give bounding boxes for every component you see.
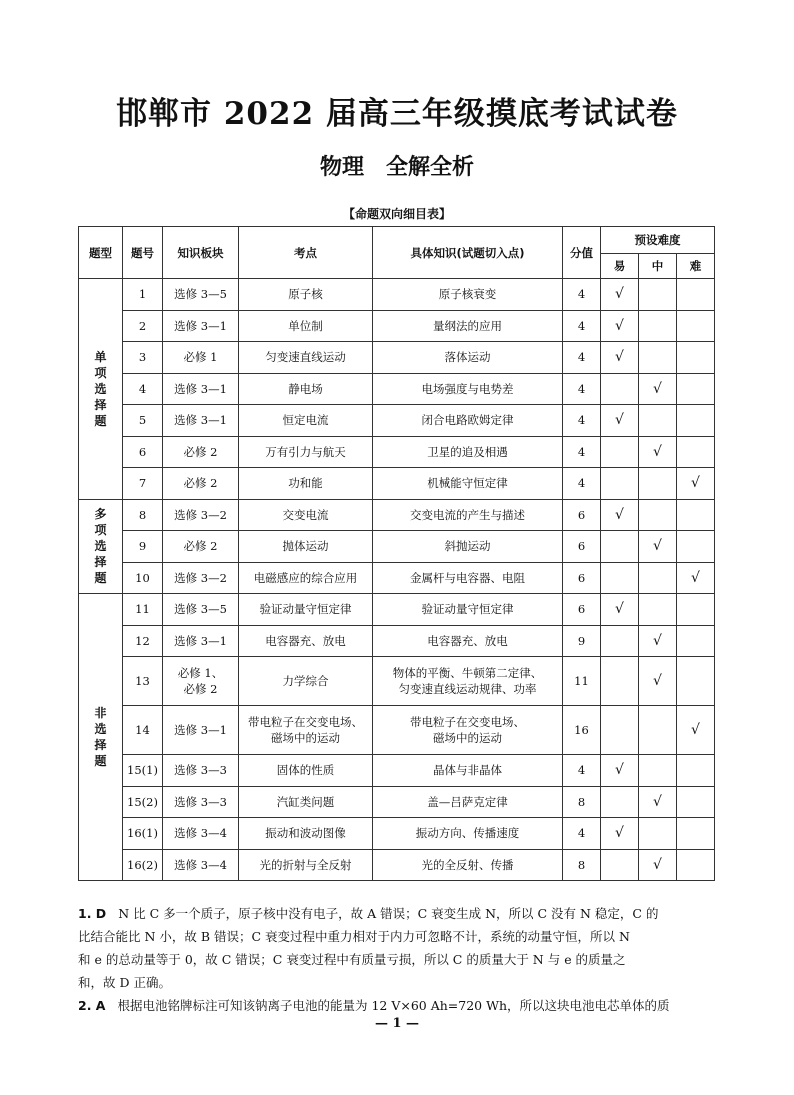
page-subtitle: 物理 全解全析 bbox=[319, 154, 474, 180]
cell-difficulty-easy bbox=[601, 405, 639, 437]
row-group-type: 单项选择题 bbox=[79, 279, 123, 500]
cell-num: 16(2) bbox=[123, 849, 163, 881]
cell-num: 10 bbox=[123, 562, 163, 594]
cell-module: 选修 3—1 bbox=[163, 310, 239, 342]
cell-score: 8 bbox=[563, 849, 601, 881]
cell-score: 4 bbox=[563, 436, 601, 468]
table-row bbox=[79, 849, 715, 881]
cell-knowledge: 带电粒子在交变电场、 磁场中的运动 bbox=[373, 706, 563, 755]
cell-difficulty-hard bbox=[677, 657, 715, 706]
cell-difficulty-easy bbox=[601, 594, 639, 626]
cell-difficulty-hard bbox=[677, 594, 715, 626]
cell-knowledge: 原子核衰变 bbox=[373, 279, 563, 311]
cell-point: 抛体运动 bbox=[239, 531, 373, 563]
table-row bbox=[79, 594, 715, 626]
cell-difficulty-hard bbox=[677, 310, 715, 342]
cell-point: 带电粒子在交变电场、 磁场中的运动 bbox=[239, 706, 373, 755]
cell-module: 选修 3—4 bbox=[163, 818, 239, 850]
cell-module: 选修 3—5 bbox=[163, 594, 239, 626]
cell-score: 4 bbox=[563, 468, 601, 500]
cell-difficulty-medium bbox=[639, 531, 677, 563]
cell-point: 功和能 bbox=[239, 468, 373, 500]
cell-difficulty-easy bbox=[601, 849, 639, 881]
row-group-type: 多项选择题 bbox=[79, 499, 123, 594]
answer-1-line-2: 比结合能比 N 小，故 B 错误；C 衰变过程中重力相对于内力可忽略不计，系统的动量守恒，所以 N bbox=[78, 929, 630, 944]
header-knowledge: 具体知识(试题切入点) bbox=[373, 227, 563, 279]
cell-knowledge: 闭合电路欧姆定律 bbox=[373, 405, 563, 437]
cell-difficulty-hard bbox=[677, 405, 715, 437]
cell-point: 振动和波动图像 bbox=[239, 818, 373, 850]
cell-num: 14 bbox=[123, 706, 163, 755]
cell-point: 交变电流 bbox=[239, 499, 373, 531]
cell-difficulty-hard bbox=[677, 755, 715, 787]
cell-score: 16 bbox=[563, 706, 601, 755]
cell-score: 6 bbox=[563, 531, 601, 563]
cell-difficulty-hard bbox=[677, 706, 715, 755]
header-difficulty: 预设难度 bbox=[601, 227, 715, 254]
cell-difficulty-easy bbox=[601, 342, 639, 374]
cell-point: 力学综合 bbox=[239, 657, 373, 706]
table-row bbox=[79, 436, 715, 468]
cell-difficulty-easy bbox=[601, 468, 639, 500]
cell-point: 原子核 bbox=[239, 279, 373, 311]
cell-score: 4 bbox=[563, 755, 601, 787]
cell-module: 必修 1、 必修 2 bbox=[163, 657, 239, 706]
cell-knowledge: 验证动量守恒定律 bbox=[373, 594, 563, 626]
table-row bbox=[79, 531, 715, 563]
header-num: 题号 bbox=[123, 227, 163, 279]
cell-module: 选修 3—3 bbox=[163, 755, 239, 787]
cell-module: 必修 2 bbox=[163, 468, 239, 500]
cell-score: 6 bbox=[563, 562, 601, 594]
cell-num: 15(1) bbox=[123, 755, 163, 787]
header-point: 考点 bbox=[239, 227, 373, 279]
check-mark-icon: √ bbox=[615, 286, 624, 303]
cell-difficulty-hard bbox=[677, 849, 715, 881]
answer-section bbox=[78, 902, 718, 1017]
cell-score: 9 bbox=[563, 625, 601, 657]
check-mark-icon: √ bbox=[653, 443, 662, 460]
table-row bbox=[79, 310, 715, 342]
answer-2-line-1: 2. A 根据电池铭牌标注可知该钠离子电池的能量为 12 V×60 Ah=720 Wh，所以这块电池电芯单体的质 bbox=[78, 998, 670, 1013]
table-row bbox=[79, 657, 715, 706]
check-mark-icon: √ bbox=[615, 317, 624, 334]
table-row bbox=[79, 468, 715, 500]
check-mark-icon: √ bbox=[653, 673, 662, 689]
cell-knowledge: 斜抛运动 bbox=[373, 531, 563, 563]
cell-module: 选修 3—2 bbox=[163, 562, 239, 594]
cell-difficulty-hard bbox=[677, 342, 715, 374]
cell-point: 万有引力与航天 bbox=[239, 436, 373, 468]
header-type: 题型 bbox=[79, 227, 123, 279]
table-row bbox=[79, 405, 715, 437]
cell-difficulty-easy bbox=[601, 373, 639, 405]
cell-num: 11 bbox=[123, 594, 163, 626]
cell-num: 16(1) bbox=[123, 818, 163, 850]
cell-knowledge: 电场强度与电势差 bbox=[373, 373, 563, 405]
cell-difficulty-medium bbox=[639, 373, 677, 405]
table-row bbox=[79, 562, 715, 594]
cell-score: 4 bbox=[563, 310, 601, 342]
header-module: 知识板块 bbox=[163, 227, 239, 279]
check-mark-icon: √ bbox=[691, 722, 700, 738]
table-row bbox=[79, 279, 715, 311]
cell-num: 15(2) bbox=[123, 786, 163, 818]
table-row bbox=[79, 755, 715, 787]
check-mark-icon: √ bbox=[653, 632, 662, 649]
table-caption: 【命题双向细目表】 bbox=[342, 207, 451, 221]
cell-num: 12 bbox=[123, 625, 163, 657]
cell-difficulty-easy bbox=[601, 531, 639, 563]
cell-difficulty-medium bbox=[639, 468, 677, 500]
cell-difficulty-medium bbox=[639, 342, 677, 374]
cell-difficulty-easy bbox=[601, 279, 639, 311]
cell-score: 4 bbox=[563, 405, 601, 437]
check-mark-icon: √ bbox=[691, 569, 700, 586]
cell-difficulty-easy bbox=[601, 755, 639, 787]
cell-knowledge: 晶体与非晶体 bbox=[373, 755, 563, 787]
cell-difficulty-medium bbox=[639, 499, 677, 531]
page-title: 邯郸市 2022 届高三年级摸底考试试卷 bbox=[116, 96, 678, 132]
cell-num: 5 bbox=[123, 405, 163, 437]
cell-knowledge: 量纲法的应用 bbox=[373, 310, 563, 342]
answer-1-line-4: 和，故 D 正确。 bbox=[78, 975, 171, 990]
cell-difficulty-medium bbox=[639, 310, 677, 342]
cell-difficulty-easy bbox=[601, 310, 639, 342]
cell-difficulty-hard bbox=[677, 436, 715, 468]
cell-module: 选修 3—5 bbox=[163, 279, 239, 311]
cell-difficulty-hard bbox=[677, 786, 715, 818]
check-mark-icon: √ bbox=[615, 601, 624, 618]
cell-point: 匀变速直线运动 bbox=[239, 342, 373, 374]
answer-1-label: 1. D bbox=[78, 906, 107, 921]
cell-difficulty-hard bbox=[677, 531, 715, 563]
cell-module: 选修 3—3 bbox=[163, 786, 239, 818]
cell-difficulty-easy bbox=[601, 499, 639, 531]
cell-num: 8 bbox=[123, 499, 163, 531]
cell-difficulty-easy bbox=[601, 436, 639, 468]
cell-module: 选修 3—1 bbox=[163, 373, 239, 405]
cell-module: 选修 3—1 bbox=[163, 405, 239, 437]
cell-point: 验证动量守恒定律 bbox=[239, 594, 373, 626]
check-mark-icon: √ bbox=[615, 506, 624, 523]
check-mark-icon: √ bbox=[615, 349, 624, 366]
cell-knowledge: 电容器充、放电 bbox=[373, 625, 563, 657]
cell-knowledge: 机械能守恒定律 bbox=[373, 468, 563, 500]
cell-module: 必修 1 bbox=[163, 342, 239, 374]
table-row bbox=[79, 818, 715, 850]
cell-point: 静电场 bbox=[239, 373, 373, 405]
check-mark-icon: √ bbox=[615, 412, 624, 429]
cell-num: 6 bbox=[123, 436, 163, 468]
cell-difficulty-hard bbox=[677, 625, 715, 657]
header-hard: 难 bbox=[677, 254, 715, 279]
check-mark-icon: √ bbox=[615, 825, 624, 842]
cell-point: 电磁感应的综合应用 bbox=[239, 562, 373, 594]
cell-score: 4 bbox=[563, 818, 601, 850]
header-score: 分值 bbox=[563, 227, 601, 279]
table-row bbox=[79, 786, 715, 818]
table-row bbox=[79, 625, 715, 657]
exam-spec-table bbox=[78, 226, 715, 881]
cell-num: 3 bbox=[123, 342, 163, 374]
cell-difficulty-medium bbox=[639, 279, 677, 311]
cell-difficulty-medium bbox=[639, 625, 677, 657]
cell-knowledge: 物体的平衡、牛顿第二定律、 匀变速直线运动规律、功率 bbox=[373, 657, 563, 706]
header-easy: 易 bbox=[601, 254, 639, 279]
cell-knowledge: 金属杆与电容器、电阻 bbox=[373, 562, 563, 594]
cell-point: 汽缸类问题 bbox=[239, 786, 373, 818]
cell-point: 恒定电流 bbox=[239, 405, 373, 437]
cell-module: 选修 3—1 bbox=[163, 625, 239, 657]
cell-score: 11 bbox=[563, 657, 601, 706]
cell-point: 光的折射与全反射 bbox=[239, 849, 373, 881]
cell-score: 4 bbox=[563, 342, 601, 374]
cell-score: 8 bbox=[563, 786, 601, 818]
cell-score: 6 bbox=[563, 594, 601, 626]
answer-1-line-3: 和 e 的总动量等于 0，故 C 错误；C 衰变过程中有质量亏损，所以 C 的质量大于 N 与 e 的质量之 bbox=[78, 952, 626, 967]
cell-knowledge: 卫星的追及相遇 bbox=[373, 436, 563, 468]
cell-knowledge: 光的全反射、传播 bbox=[373, 849, 563, 881]
cell-knowledge: 盖—吕萨克定律 bbox=[373, 786, 563, 818]
cell-num: 4 bbox=[123, 373, 163, 405]
cell-difficulty-hard bbox=[677, 562, 715, 594]
cell-difficulty-medium bbox=[639, 594, 677, 626]
cell-difficulty-easy bbox=[601, 657, 639, 706]
cell-point: 单位制 bbox=[239, 310, 373, 342]
table-row bbox=[79, 342, 715, 374]
cell-difficulty-hard bbox=[677, 499, 715, 531]
cell-difficulty-medium bbox=[639, 755, 677, 787]
cell-knowledge: 落体运动 bbox=[373, 342, 563, 374]
cell-difficulty-medium bbox=[639, 436, 677, 468]
cell-num: 7 bbox=[123, 468, 163, 500]
cell-difficulty-hard bbox=[677, 373, 715, 405]
check-mark-icon: √ bbox=[653, 380, 662, 397]
cell-num: 9 bbox=[123, 531, 163, 563]
cell-difficulty-medium bbox=[639, 849, 677, 881]
cell-knowledge: 交变电流的产生与描述 bbox=[373, 499, 563, 531]
cell-difficulty-hard bbox=[677, 279, 715, 311]
check-mark-icon: √ bbox=[691, 475, 700, 492]
cell-difficulty-hard bbox=[677, 818, 715, 850]
cell-module: 选修 3—1 bbox=[163, 706, 239, 755]
cell-difficulty-easy bbox=[601, 625, 639, 657]
row-group-type: 非选择题 bbox=[79, 594, 123, 881]
cell-num: 2 bbox=[123, 310, 163, 342]
cell-module: 必修 2 bbox=[163, 531, 239, 563]
table-row bbox=[79, 706, 715, 755]
cell-difficulty-medium bbox=[639, 657, 677, 706]
cell-score: 4 bbox=[563, 373, 601, 405]
page-number: — 1 — bbox=[374, 1016, 420, 1031]
cell-module: 选修 3—2 bbox=[163, 499, 239, 531]
cell-score: 6 bbox=[563, 499, 601, 531]
cell-difficulty-easy bbox=[601, 562, 639, 594]
cell-difficulty-medium bbox=[639, 786, 677, 818]
header-medium: 中 bbox=[639, 254, 677, 279]
answer-1-line-1: 1. D N 比 C 多一个质子，原子核中没有电子，故 A 错误；C 衰变生成 N，所以 C 没有 N 稳定，C 的 bbox=[78, 906, 659, 921]
check-mark-icon: √ bbox=[653, 793, 662, 810]
check-mark-icon: √ bbox=[615, 762, 624, 779]
cell-score: 4 bbox=[563, 279, 601, 311]
cell-point: 固体的性质 bbox=[239, 755, 373, 787]
check-mark-icon: √ bbox=[653, 856, 662, 873]
cell-difficulty-medium bbox=[639, 405, 677, 437]
table-row bbox=[79, 373, 715, 405]
cell-difficulty-medium bbox=[639, 562, 677, 594]
cell-difficulty-hard bbox=[677, 468, 715, 500]
cell-difficulty-easy bbox=[601, 706, 639, 755]
answer-2-label: 2. A bbox=[78, 998, 106, 1013]
cell-num: 1 bbox=[123, 279, 163, 311]
cell-point: 电容器充、放电 bbox=[239, 625, 373, 657]
cell-knowledge: 振动方向、传播速度 bbox=[373, 818, 563, 850]
cell-difficulty-medium bbox=[639, 818, 677, 850]
cell-module: 选修 3—4 bbox=[163, 849, 239, 881]
cell-difficulty-easy bbox=[601, 818, 639, 850]
cell-difficulty-easy bbox=[601, 786, 639, 818]
table-row bbox=[79, 499, 715, 531]
cell-difficulty-medium bbox=[639, 706, 677, 755]
check-mark-icon: √ bbox=[653, 538, 662, 555]
cell-num: 13 bbox=[123, 657, 163, 706]
cell-module: 必修 2 bbox=[163, 436, 239, 468]
